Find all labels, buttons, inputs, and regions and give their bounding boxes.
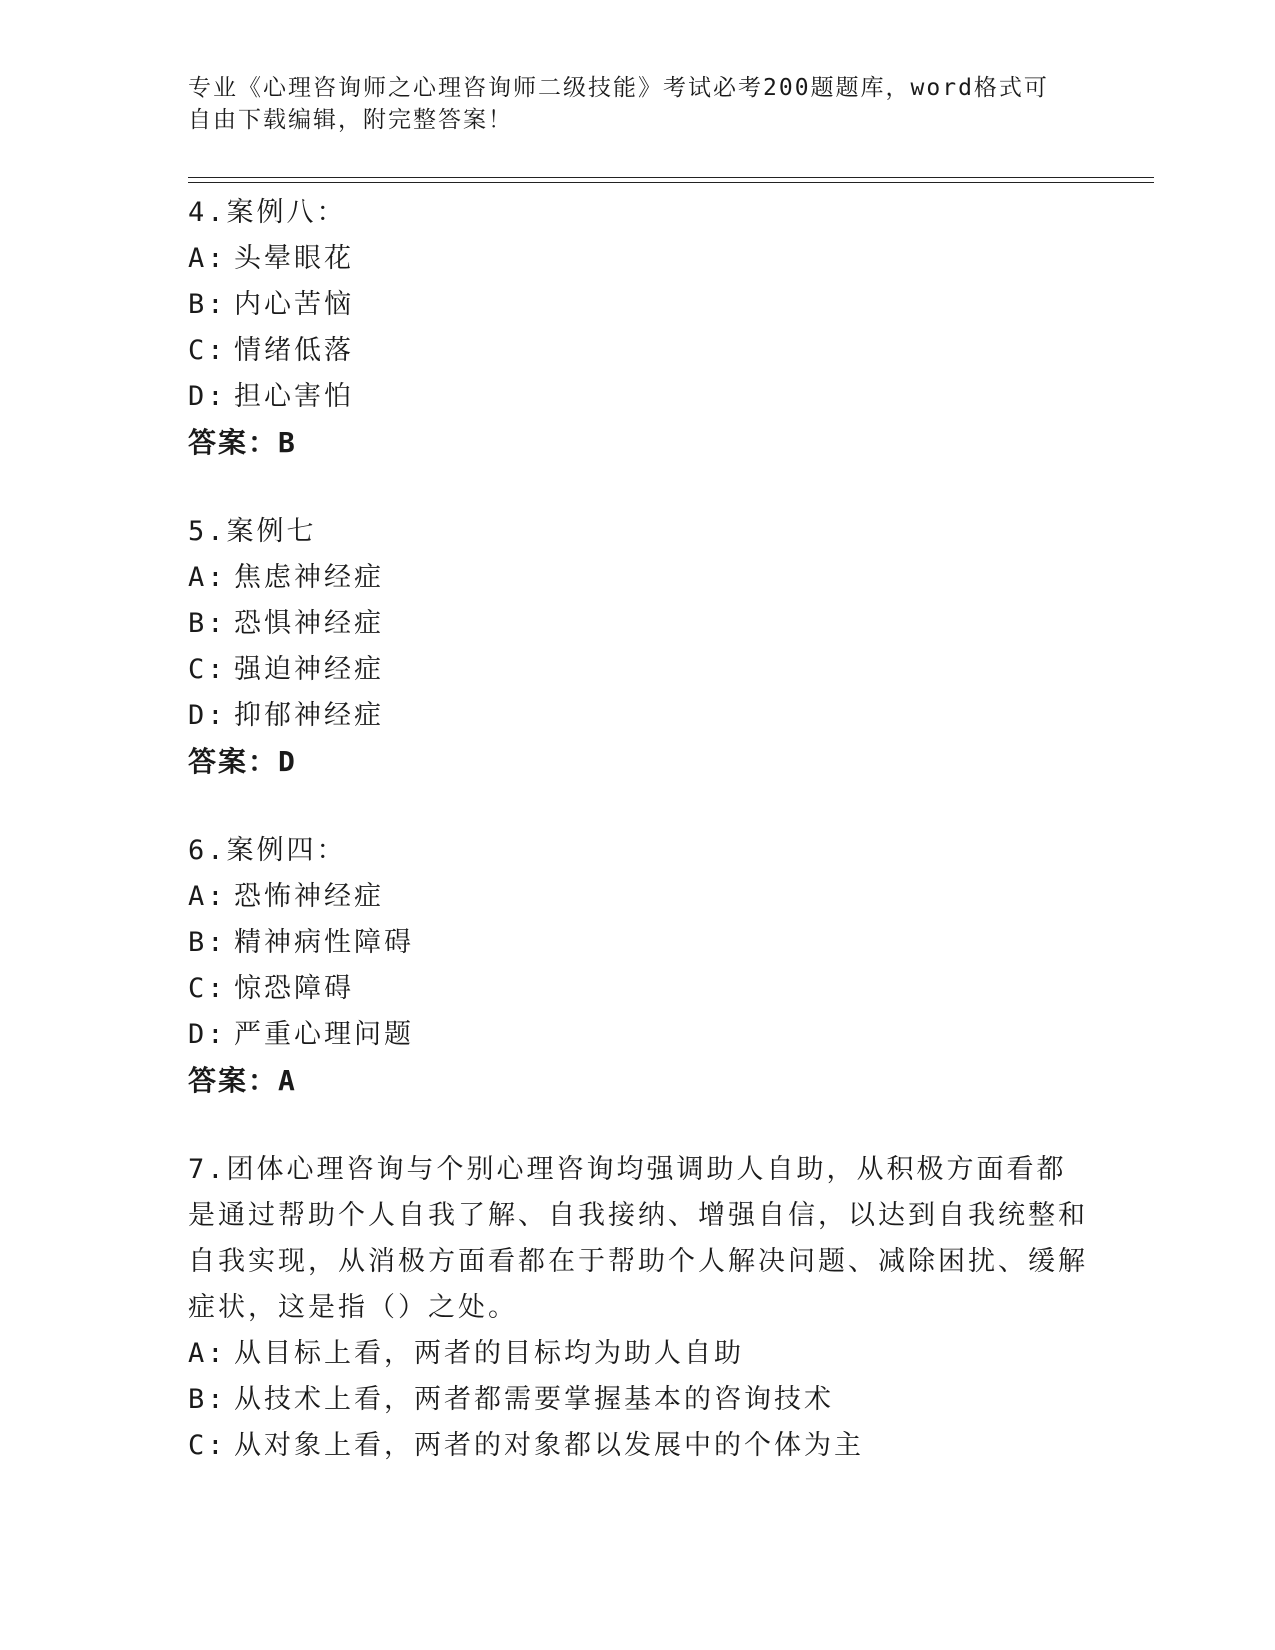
option-text: 恐惧神经症 bbox=[234, 608, 384, 639]
answer-option bbox=[188, 282, 1088, 328]
option-key: B: bbox=[188, 927, 227, 958]
header-divider-top bbox=[188, 177, 1154, 178]
option-key: B: bbox=[188, 289, 227, 320]
option-text: 惊恐障碍 bbox=[234, 973, 354, 1004]
option-text: 焦虑神经症 bbox=[234, 562, 384, 593]
answer-option bbox=[188, 920, 1088, 966]
option-key: A: bbox=[188, 562, 227, 593]
answer-option bbox=[188, 236, 1088, 282]
option-text: 担心害怕 bbox=[234, 381, 354, 412]
option-text: 从目标上看，两者的目标均为助人自助 bbox=[234, 1338, 744, 1369]
document-header: 专业《心理咨询师之心理咨询师二级技能》考试必考200题题库，word格式可自由下载编辑，附完整答案！ bbox=[188, 75, 1049, 133]
option-key: C: bbox=[188, 973, 227, 1004]
answer-line: 答案：D bbox=[188, 745, 297, 778]
option-key: A: bbox=[188, 881, 227, 912]
answer-line: 答案：B bbox=[188, 426, 297, 459]
answer-option bbox=[188, 1377, 1088, 1423]
answer-line: 答案：A bbox=[188, 1064, 297, 1097]
option-key: A: bbox=[188, 1338, 227, 1369]
option-key: D: bbox=[188, 381, 227, 412]
question-stem: 6.案例四： bbox=[188, 835, 347, 866]
answer-option bbox=[188, 1423, 1088, 1469]
option-text: 头晕眼花 bbox=[234, 243, 354, 274]
question-stem: 7.团体心理咨询与个别心理咨询均强调助人自助，从积极方面看都是通过帮助个人自我了解、自我接纳、增强自信，以达到自我统整和自我实现，从消极方面看都在于帮助个人解决问题、减除困扰、缓解症状，这是指（）之处。 bbox=[188, 1154, 1088, 1323]
answer-option bbox=[188, 374, 1088, 420]
answer-option bbox=[188, 328, 1088, 374]
answer-option bbox=[188, 647, 1088, 693]
option-text: 抑郁神经症 bbox=[234, 700, 384, 731]
option-text: 内心苦恼 bbox=[234, 289, 354, 320]
question-block bbox=[188, 509, 1088, 785]
option-text: 强迫神经症 bbox=[234, 654, 384, 685]
question-stem: 5.案例七 bbox=[188, 516, 317, 547]
option-text: 精神病性障碍 bbox=[234, 927, 414, 958]
option-key: D: bbox=[188, 1019, 227, 1050]
option-text: 从技术上看，两者都需要掌握基本的咨询技术 bbox=[234, 1384, 834, 1415]
answer-option bbox=[188, 966, 1088, 1012]
question-block bbox=[188, 828, 1088, 1104]
option-key: B: bbox=[188, 608, 227, 639]
option-text: 严重心理问题 bbox=[234, 1019, 414, 1050]
option-key: C: bbox=[188, 1430, 227, 1461]
answer-option bbox=[188, 693, 1088, 739]
header-divider-bottom bbox=[188, 182, 1154, 183]
question-stem: 4.案例八： bbox=[188, 197, 347, 228]
option-key: A: bbox=[188, 243, 227, 274]
option-key: C: bbox=[188, 335, 227, 366]
answer-option bbox=[188, 601, 1088, 647]
option-text: 从对象上看，两者的对象都以发展中的个体为主 bbox=[234, 1430, 864, 1461]
question-block bbox=[188, 1147, 1088, 1469]
answer-option bbox=[188, 874, 1088, 920]
option-text: 恐怖神经症 bbox=[234, 881, 384, 912]
option-key: B: bbox=[188, 1384, 227, 1415]
answer-option bbox=[188, 1012, 1088, 1058]
question-block bbox=[188, 190, 1088, 466]
option-key: C: bbox=[188, 654, 227, 685]
question-list bbox=[188, 190, 1088, 1512]
answer-option bbox=[188, 555, 1088, 601]
option-key: D: bbox=[188, 700, 227, 731]
option-text: 情绪低落 bbox=[234, 335, 354, 366]
answer-option bbox=[188, 1331, 1088, 1377]
